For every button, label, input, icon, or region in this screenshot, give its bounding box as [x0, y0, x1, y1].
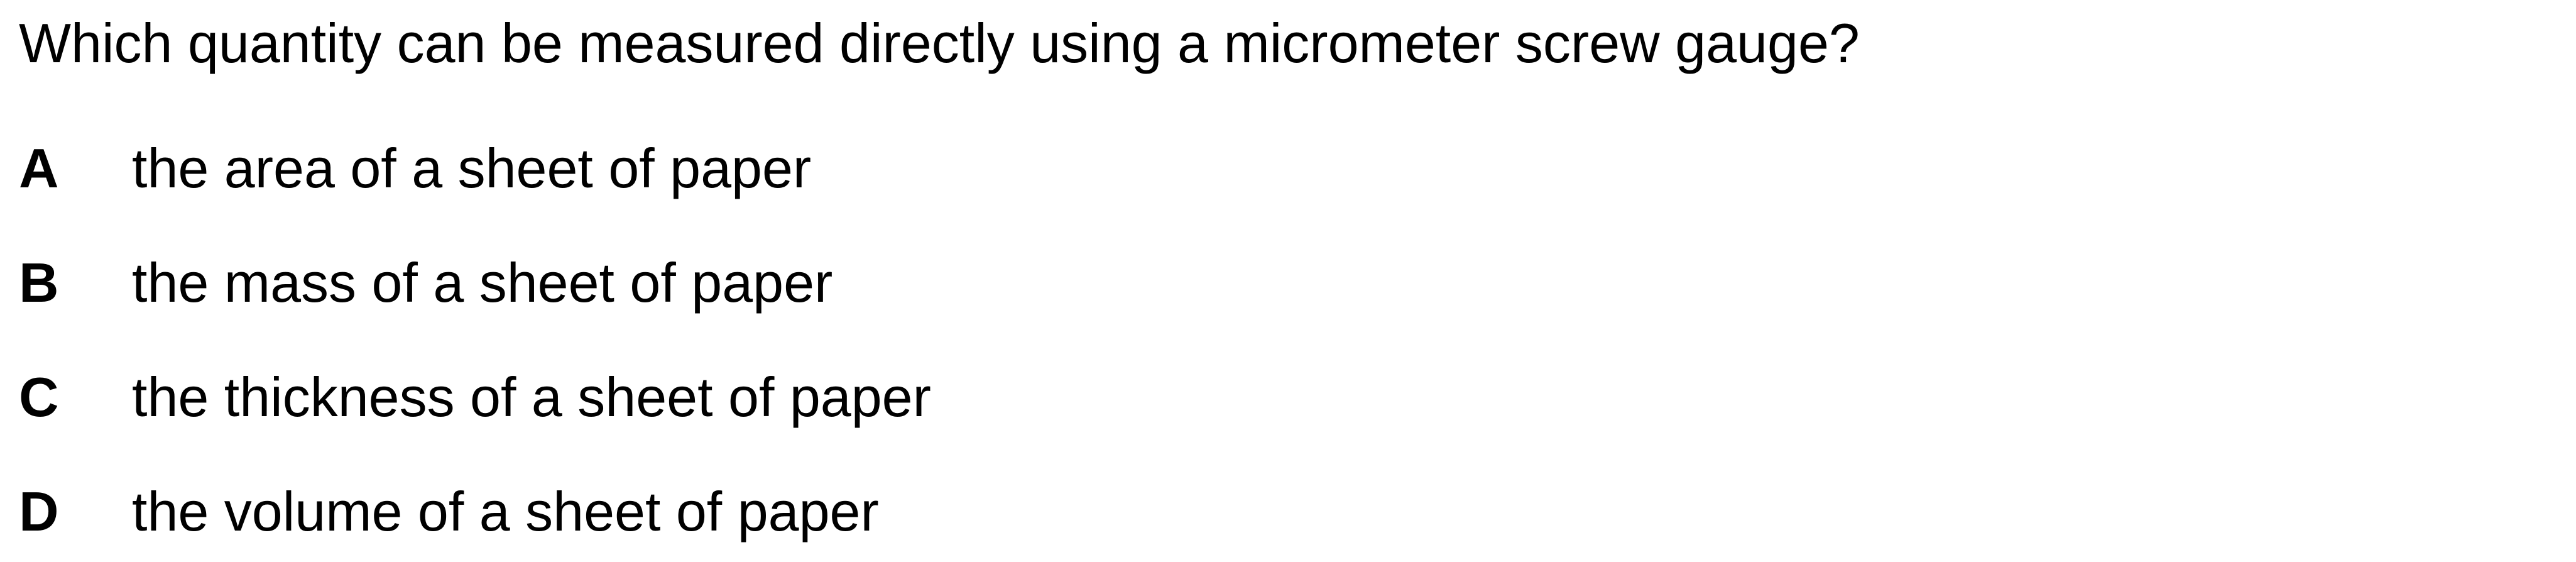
option-letter: D [19, 480, 59, 543]
option-letter: A [19, 137, 59, 199]
question-text: Which quantity can be measured directly using a micrometer screw gauge? [19, 12, 1860, 74]
option-letter: C [19, 366, 59, 428]
answer-option-b [19, 248, 832, 317]
answer-option-d [19, 477, 879, 546]
option-text: the area of a sheet of paper [132, 137, 812, 199]
option-text: the volume of a sheet of paper [132, 480, 879, 543]
answer-option-a [19, 134, 811, 203]
option-letter: B [19, 251, 59, 314]
option-text: the mass of a sheet of paper [132, 251, 833, 314]
answer-option-c [19, 363, 931, 432]
option-text: the thickness of a sheet of paper [132, 366, 931, 428]
